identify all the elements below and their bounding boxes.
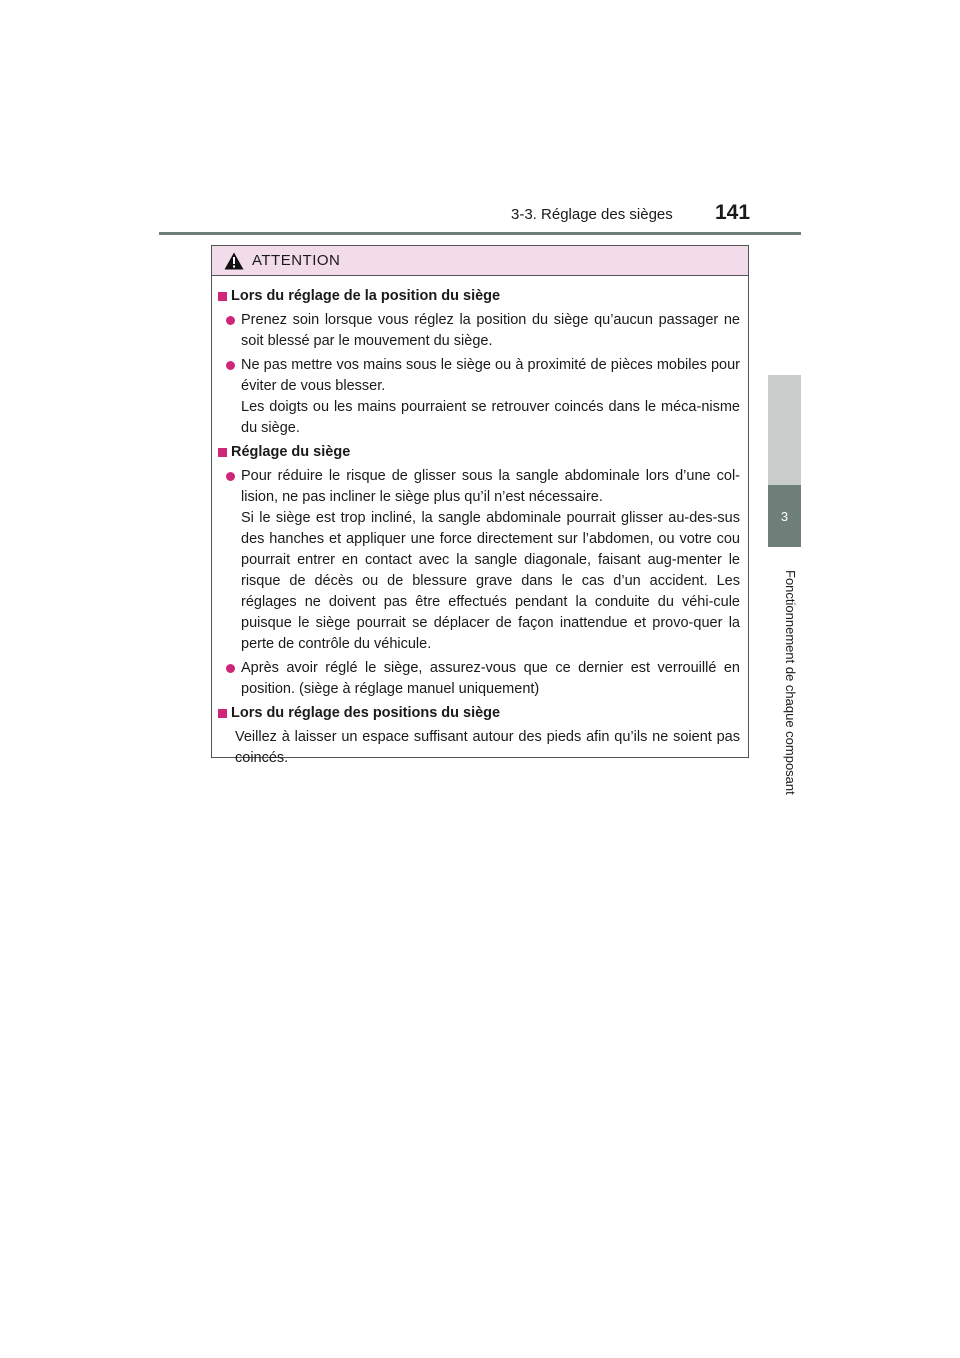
section-paragraph: Veillez à laisser un espace suffisant autour des pieds afin qu’ils ne soient pas coincés.	[235, 729, 740, 766]
bullet-text	[241, 466, 740, 655]
page-number: 141	[715, 201, 751, 224]
section-seat-positions	[218, 703, 740, 769]
square-bullet-icon	[218, 448, 227, 457]
bullet-text	[241, 658, 740, 700]
section-heading-text: Réglage du siège	[231, 444, 351, 460]
bullet-paragraph: Après avoir réglé le siège, assurez-vous que ce dernier est verrouillé en position. (siège à réglage manuel uniquement)	[241, 660, 740, 697]
bullet-paragraph: Pour réduire le risque de glisser sous la sangle abdominale lors d’une col-lision, ne pas incliner le siège plus qu’il n’est nécessaire.	[241, 468, 740, 505]
round-bullet-icon	[226, 664, 235, 673]
warning-box	[211, 245, 749, 766]
bullet-item	[226, 310, 740, 352]
round-bullet-icon	[226, 316, 235, 325]
bullet-item	[226, 466, 740, 655]
round-bullet-icon	[226, 361, 235, 370]
warning-title: ATTENTION	[252, 252, 341, 269]
chapter-title: Fonctionnement de chaque composant	[783, 569, 798, 795]
section-heading	[218, 442, 740, 463]
bullet-paragraph: Si le siège est trop incliné, la sangle abdominale pourrait glisser au-des-sus des hanches et appliquer une force directement sur l’abdomen, ou votre cou pourrait entrer en contact avec la sangle diagonale, faisant aug-menter le risque de décès ou de blessure grave dans le cas d’un accident. Les réglages ne doivent pas être effectués pendant la conduite du véhi-cule puisque le siège pourrait se déplacer de façon inattendue et provo-quer la perte de contrôle du véhicule.	[241, 510, 740, 652]
bullet-paragraph: Ne pas mettre vos mains sous le siège ou à proximité de pièces mobiles pour éviter de vous blesser.	[241, 357, 740, 394]
section-seat-position	[218, 286, 740, 439]
bullet-text	[241, 355, 740, 439]
section-seat-adjustment	[218, 442, 740, 700]
warning-triangle-icon	[224, 252, 244, 270]
section-heading	[218, 286, 740, 307]
warning-header	[212, 246, 748, 276]
bullet-item	[226, 658, 740, 700]
bullet-paragraph: Les doigts ou les mains pourraient se retrouver coincés dans le méca-nisme du siège.	[241, 399, 740, 436]
bullet-paragraph: Prenez soin lorsque vous réglez la position du siège qu’aucun passager ne soit blessé par le mouvement du siège.	[241, 312, 740, 349]
header-rule	[159, 232, 801, 235]
bullet-item	[226, 355, 740, 439]
section-heading	[218, 703, 740, 724]
chapter-number-tab: 3	[768, 485, 801, 547]
round-bullet-icon	[226, 472, 235, 481]
side-tab-spacer	[768, 375, 801, 485]
section-heading-text: Lors du réglage de la position du siège	[231, 288, 501, 304]
square-bullet-icon	[218, 709, 227, 718]
warning-body	[212, 276, 748, 769]
section-heading-text: Lors du réglage des positions du siège	[231, 705, 501, 721]
section-title: 3-3. Réglage des sièges	[511, 206, 673, 223]
bullet-text	[241, 310, 740, 352]
square-bullet-icon	[218, 292, 227, 301]
